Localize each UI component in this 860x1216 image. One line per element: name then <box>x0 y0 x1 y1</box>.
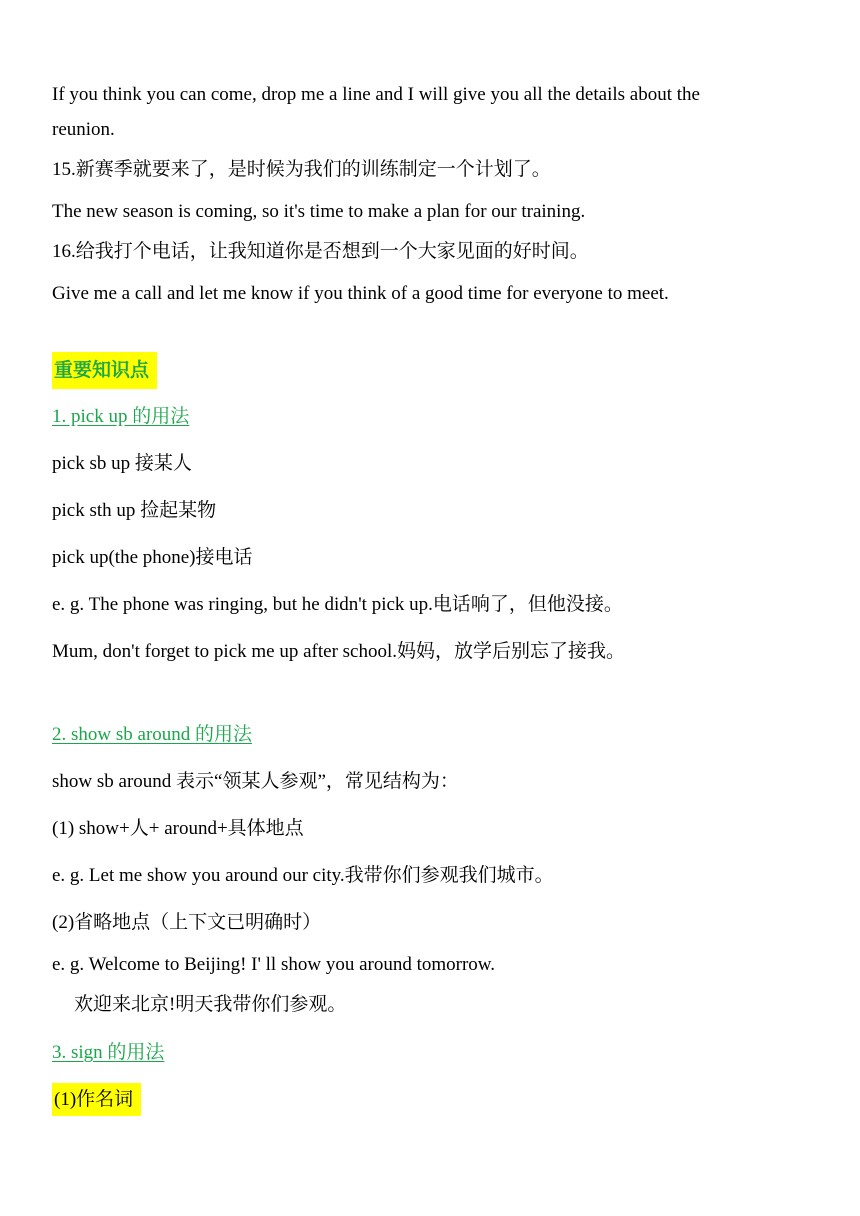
pick-up-usage-1: pick sb up 接某人 <box>52 453 192 474</box>
show-around-structure-2: (2)省略地点（上下文已明确时） <box>52 912 322 933</box>
section-title <box>52 359 157 383</box>
sentence-16-cn: 16.给我打个电话，让我知道你是否想到一个大家见面的好时间。 <box>52 241 589 262</box>
sentence-15-cn: 15.新赛季就要来了，是时候为我们的训练制定一个计划了。 <box>52 159 551 180</box>
pick-up-usage-2: pick sth up 捡起某物 <box>52 500 217 521</box>
show-around-structure-1: (1) show+人+ around+具体地点 <box>52 818 304 839</box>
section-title-text: 重要知识点 <box>52 352 157 389</box>
show-around-example-1: e. g. Let me show you around our city.我带你们参观我们城市。 <box>52 865 554 886</box>
show-around-definition: show sb around 表示“领某人参观”，常见结构为： <box>52 771 459 792</box>
sign-noun-text: (1)作名词 <box>52 1083 141 1116</box>
sentence-16-en: Give me a call and let me know if you think of a good time for everyone to meet. <box>52 283 669 304</box>
pick-up-usage-3: pick up(the phone)接电话 <box>52 547 253 568</box>
heading-sign: 3. sign 的用法 <box>52 1042 165 1063</box>
sign-noun-label <box>52 1088 141 1112</box>
pick-up-example-1: e. g. The phone was ringing, but he didn't pick up.电话响了，但他没接。 <box>52 594 623 615</box>
sentence-15-en: The new season is coming, so it's time to make a plan for our training. <box>52 201 586 222</box>
paragraph-line: If you think you can come, drop me a line and I will give you all the details about the <box>52 84 700 105</box>
heading-show-around: 2. show sb around 的用法 <box>52 724 253 745</box>
show-around-example-2-cn: 欢迎来北京!明天我带你们参观。 <box>74 994 347 1015</box>
paragraph-line: reunion. <box>52 119 115 140</box>
show-around-example-2: e. g. Welcome to Beijing! I' ll show you around tomorrow. <box>52 954 496 975</box>
pick-up-example-2: Mum, don't forget to pick me up after school.妈妈，放学后别忘了接我。 <box>52 641 626 662</box>
heading-pick-up: 1. pick up 的用法 <box>52 406 190 427</box>
